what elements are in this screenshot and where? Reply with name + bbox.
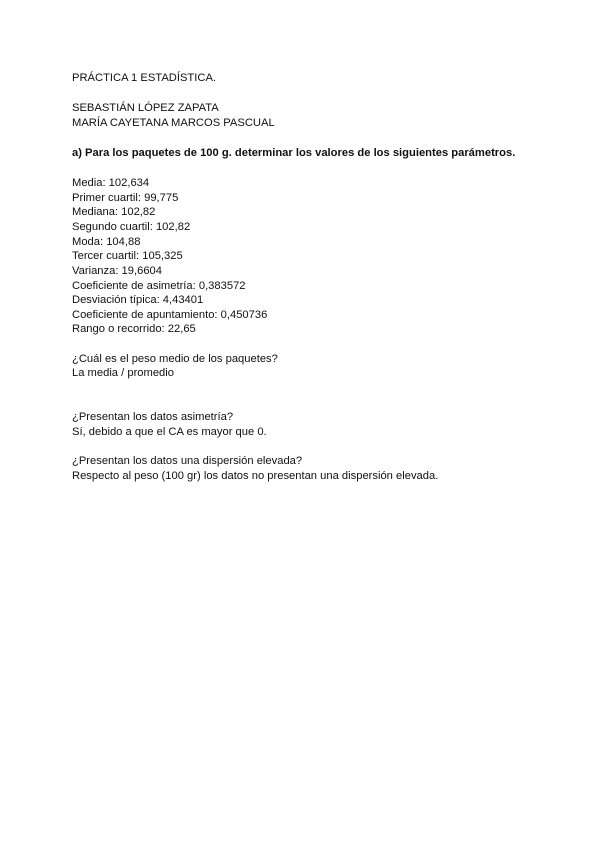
stat-line: Segundo cuartil: 102,82: [72, 221, 191, 233]
section-heading: a) Para los paquetes de 100 g. determinar los valores de los siguientes parámetros.: [72, 147, 516, 159]
stat-line: Desviación típica: 4,43401: [72, 294, 204, 306]
stat-line: Varianza: 19,6604: [72, 265, 162, 277]
answer-text: Sí, debido a que el CA es mayor que 0.: [72, 426, 267, 438]
stat-line: Media: 102,634: [72, 177, 150, 189]
stat-line: Coeficiente de apuntamiento: 0,450736: [72, 309, 268, 321]
stat-line: Tercer cuartil: 105,325: [72, 250, 183, 262]
stat-line: Moda: 104,88: [72, 236, 141, 248]
stat-line: Primer cuartil: 99,775: [72, 192, 179, 204]
stat-line: Rango o recorrido: 22,65: [72, 323, 196, 335]
stat-line: Mediana: 102,82: [72, 206, 156, 218]
document-title: PRÁCTICA 1 ESTADÍSTICA.: [72, 72, 217, 84]
author-name: SEBASTIÁN LÓPEZ ZAPATA: [72, 102, 219, 114]
stat-line: Coeficiente de asimetría: 0,383572: [72, 280, 246, 292]
author-name: MARÍA CAYETANA MARCOS PASCUAL: [72, 117, 275, 129]
question-text: ¿Cuál es el peso medio de los paquetes?: [72, 353, 278, 365]
question-text: ¿Presentan los datos asimetría?: [72, 411, 234, 423]
answer-text: La media / promedio: [72, 367, 174, 379]
question-text: ¿Presentan los datos una dispersión elevada?: [72, 455, 303, 467]
answer-text: Respecto al peso (100 gr) los datos no presentan una dispersión elevada.: [72, 470, 439, 482]
